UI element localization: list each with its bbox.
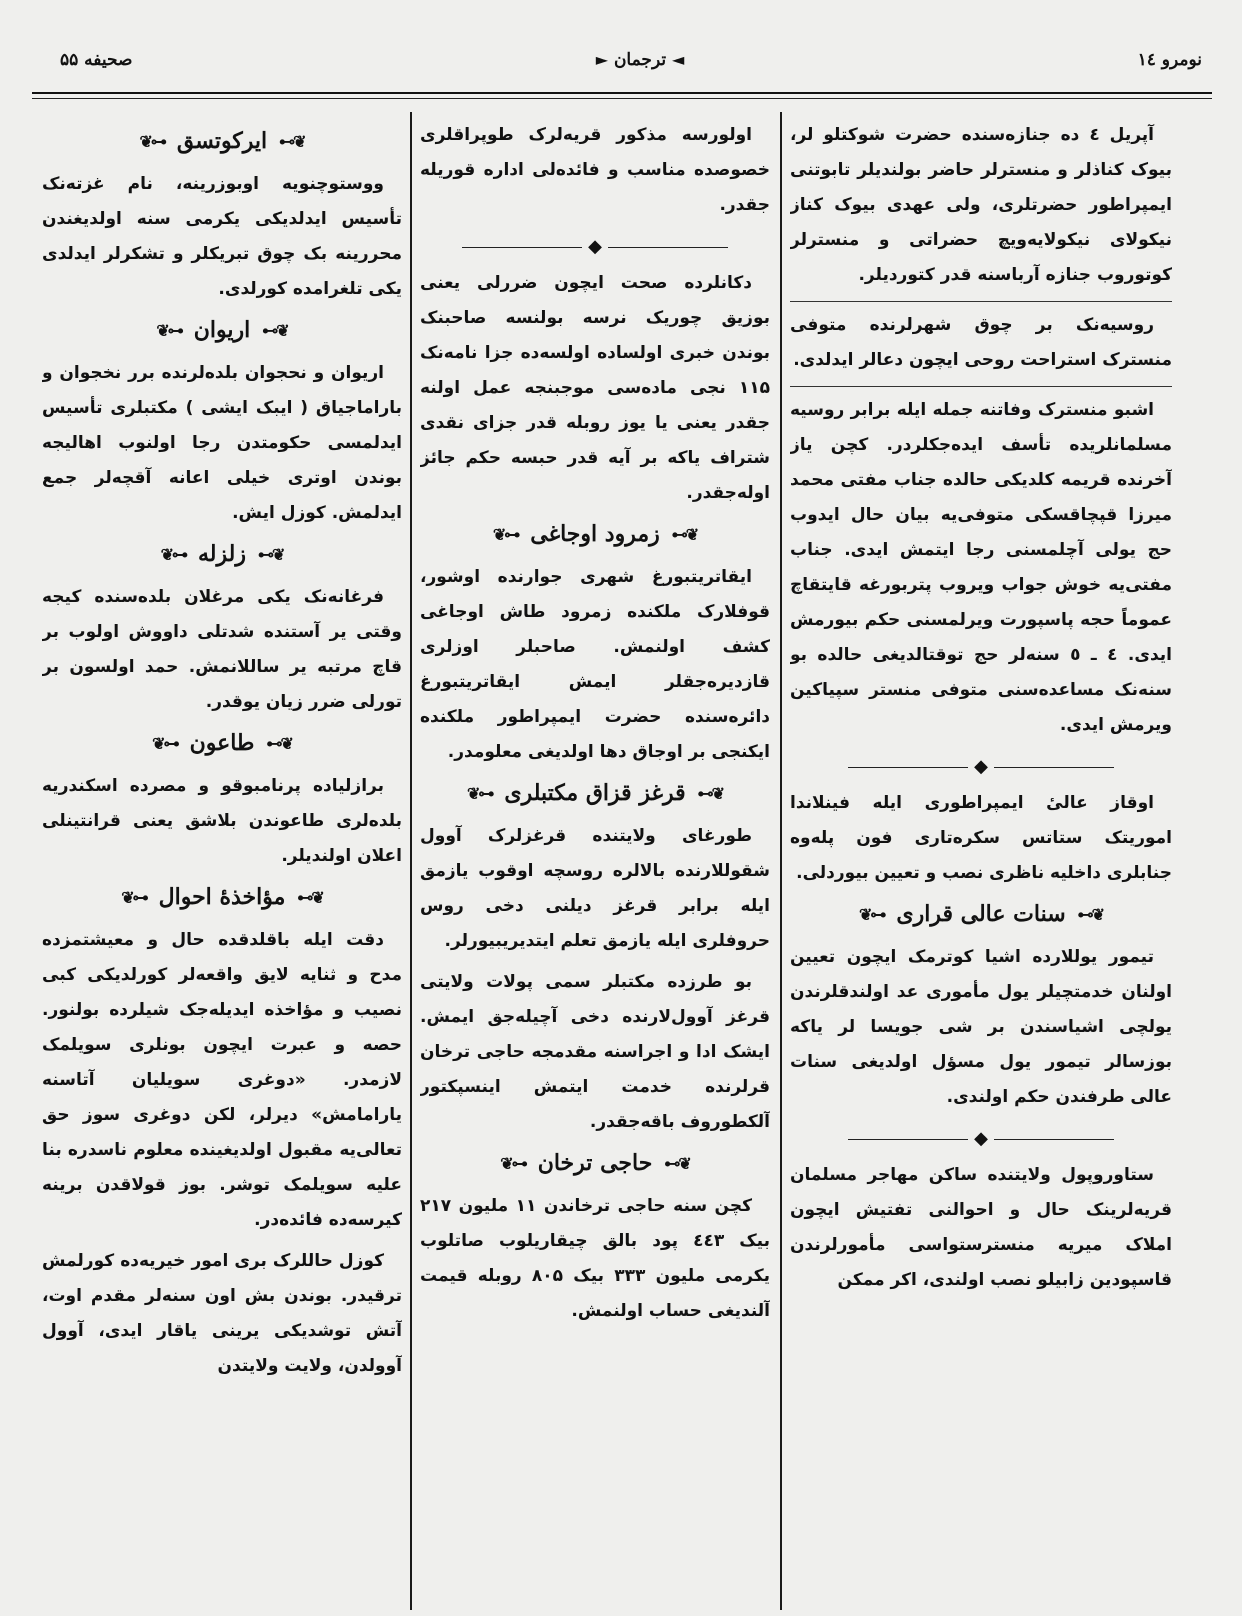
page-label: صحیفه ۵۵ [60,50,133,70]
heading-ornament-icon: ⊷❦ [492,525,519,544]
article-paragraph: بو طرزده مکتبلر سمی پولات ولایتی قرغز آوول‌لارنده دخی آچیله‌جق ایمش. ایشک ادا و اجراسنه مقدمجه حاجی ترخان قرلرنده خدمت ایتمش اینسپکتور آلکطوروف باقه‌جقدر. [420,972,770,1132]
article-paragraph: تیمور یوللارده اشیا کوترمک ایچون تعیین اولنان خدمتچیلر یول مأموری عد اولندقلرندن یولچی اشیاسندن بر شی جویسا لر یاکه بوزسالر تیمور یول مسؤل اولدیغی سنات عالی طرفندن حکم اولندی. [790,947,1172,1107]
article-paragraph: آپریل ٤ ده جنازه‌سنده حضرت شوکتلو لر، بیوک کناذلر و منسترلر حاضر بولندیلر تابوتنی ایمپراطور حضرتلری، ولی عهدی بیوک کناز نیکولای نیکولایه‌ویچ حضراتی و منسترلر کوتوروب جنازه آرباسنه قدر کتوردیلر. [790,125,1172,285]
diamond-divider: ◆ [420,229,770,264]
section-heading-text: قرغز قزاق مکتبلری [504,780,686,806]
section-heading [420,1146,770,1181]
article-paragraph: اوقاز عالیٔ ایمپراطوری ایله فینلاندا اموریتک ستاتس سکره‌تاری فون پله‌وه جنابلری داخلیه ناظری نصب و تعیین بیوردلی. [790,793,1172,883]
heading-ornament-icon: ⊷❦ [156,321,182,340]
heading-ornament-icon: ❦⊶ [664,1154,690,1173]
diamond-divider: ◆ [790,749,1172,784]
article-paragraph: دکانلرده صحت ایچون ضررلی یعنی بوزیق چوریک نرسه بولنسه صاحبنک بوندن خبری اولساده اولسه‌ده جزا نامه‌نک ۱۱۵ نجی ماده‌سی موجبنجه عمل اولنه جقدر یعنی یا یوز روبله قدر جزای نقدی شتراف یاکه بر آیه قدر حبسه حکم جائز اوله‌جقدر. [420,273,770,503]
heading-ornament-icon: ❦⊶ [697,784,724,803]
heading-ornament-icon: ❦⊶ [671,525,698,544]
heading-ornament-icon: ⊷❦ [152,734,178,753]
article-paragraph: ستاوروپول ولایتنده ساکن مهاجر مسلمان قریه‌لرینک حال و احوالنی تفتیش ایچون املاک میریه منسترستواسی مأمورلرندن قاسپودین زابیلو نصب اولندی، اکر ممکن [790,1165,1172,1290]
heading-ornament-icon: ❦⊶ [257,545,284,564]
masthead-rule [32,92,1212,94]
section-heading-text: حاجی ترخان [537,1150,653,1176]
newspaper-title [550,50,730,70]
heading-ornament-icon: ⊷❦ [500,1154,526,1173]
article-paragraph: فرغانه‌نک یکی مرغلان بلده‌سنده کیجه وقتی یر آستنده شدتلی داووش اولوب بر قاچ مرتبه یر ساللانمش. حمد اولسون بر تورلی ضرر زیان یوقدر. [42,587,402,712]
column-middle [420,118,770,1598]
heading-ornament-icon: ⊷❦ [858,905,885,924]
title-ornament-icon: ► [595,50,609,69]
heading-ornament-icon: ⊷❦ [160,545,187,564]
section-heading [420,776,770,811]
section-heading-text: اریوان [193,317,251,343]
section-heading [42,313,402,348]
section-heading [42,124,402,159]
article-paragraph: دقت ایله باقلدقده حال و معیشتمزده مدح و ثنایه لایق واقعه‌لر کورلدیکی کبی نصیب و مؤاخذه ایدیله‌جک شیلرده بولنور. حصه و عبرت ایچون بونلری سویلمک لازمدر. «دوغری سویلیان آتاسنه یارامامش» دیرلر، لکن دوغری سوز حق تعالی‌یه مقبول اولدیغینده معلوم ناسدره بنا علیه سویلمک توشر. بوز قولاقدن برینه کیرسه‌ده فائده‌در. [42,930,402,1230]
title-ornament-icon: ◄ [671,50,685,69]
heading-ornament-icon: ❦⊶ [262,321,288,340]
section-heading-text: سنات عالی قراری [896,901,1066,927]
heading-ornament-icon: ❦⊶ [1077,905,1104,924]
article-paragraph: اولورسه مذکور قریه‌لرک طوپراقلری خصوصده مناسب و فائده‌لی اداره قوریله جقدر. [420,125,770,215]
column-left [42,118,402,1598]
newspaper-title-text: ترجمان [613,50,667,70]
article-paragraph: روسیه‌نک بر چوق شهرلرنده متوفی منسترک استراحت روحی ایچون دعالر ایدلدی. [790,315,1172,370]
article-paragraph: ووستوچنویه اوبوزرینه، نام غزته‌نک تأسیس ایدلدیکی یکرمی سنه اولدیغندن محررینه بک چوق تبریکلر و تشکرلر ایدلدی یکی تلغرامده کورلدی. [42,174,402,299]
heading-ornament-icon: ⊷❦ [121,888,147,907]
article-paragraph: طورغای ولایتنده قرغزلرک آوول شقوللارنده بالالره روسچه اوقوب یازمق ایله برابر قرغز دیلنی دخی روس حروفلری ایله یازمق تعلم ایتدیریبیورلر. [420,826,770,951]
article-paragraph: ایقاتریتبورغ شهری جوارنده اوشور، قوفلارک ملکنده زمرود طاش اوجاغی کشف اولنمش. صاحبلر اوزلری قازدیره‌جقلر ایمش ایقاتریتبورغ دائره‌سنده حضرت ایمپراطور ملکنده ایکنجی بر اوجاق دها اولدیغی معلومدر. [420,567,770,762]
section-separator [790,386,1172,387]
column-right [790,118,1172,1598]
section-heading [420,517,770,552]
masthead-rule [32,98,1212,99]
heading-ornament-icon: ⊷❦ [466,784,493,803]
issue-number: نومرو ۱٤ [1137,50,1202,70]
masthead [30,38,1212,90]
article-paragraph: اشبو منسترک وفاتنه جمله ایله برابر روسیه مسلمانلریده تأسف ایده‌جکلردر. کچن یاز آخرنده قریمه کلدیکی حالده جناب مفتی محمد میرزا قپچاقسکی متوفی‌یه بیان حال ایدوب حج یولی آچلمسنی رجا ایتمش ایدی. جناب مفتی‌یه خوش جواب ویروب پتربورغه قایتقاچ عموماً حجه پاسپورت ویرلمسنی حکم بیورمش ایدی. ٤ ـ ٥ سنه‌لر حج توقتالدیغی حالده بو سنه‌نک مساعده‌سنی متوفی منستر سپیاکین ویرمش ایدی. [790,400,1172,735]
section-heading [790,897,1172,932]
section-heading [42,726,402,761]
heading-ornament-icon: ❦⊶ [297,888,323,907]
section-heading-text: ایرکوتسق [176,128,268,154]
column-divider [410,112,412,1610]
section-heading [42,880,402,915]
article-paragraph: کچن سنه حاجی ترخاندن ۱۱ ملیون ۲۱۷ بیک ٤٤۳ پود بالق چیقاریلوب صاتلوب یکرمی ملیون ۳۳۳ بیک ۸۰۵ روبله قیمت آلندیغی حساب اولنمش. [420,1196,770,1321]
heading-ornament-icon: ❦⊶ [279,132,305,151]
section-heading [42,537,402,572]
heading-ornament-icon: ❦⊶ [266,734,292,753]
section-heading-text: زلزله [198,541,246,567]
section-heading-text: زمرود اوجاغی [530,521,660,547]
article-paragraph: اریوان و نحجوان بلده‌لرنده برر نخجوان و باراماجیاق ( ایبک ایشی ) مکتبلری تأسیس ایدلمسی حکومتدن رجا اولنوب اهالیجه بوندن اوتری خیلی اعانه آقچه‌لر جمع ایدلمش. کوزل ایش. [42,363,402,523]
section-heading-text: طاعون [189,730,255,756]
column-divider [780,112,782,1610]
section-separator [790,301,1172,302]
heading-ornament-icon: ⊷❦ [139,132,165,151]
diamond-divider: ◆ [790,1121,1172,1156]
article-paragraph: برازلیاده پرنامبوقو و مصرده اسکندریه بلده‌لری طاعوندن بلاشق یعنی قرانتینلی اعلان اولندیلر. [42,776,402,866]
article-paragraph: کوزل حاللرک بری امور خیریه‌ده کورلمش ترقیدر. بوندن بش اون سنه‌لر مقدم اوت، آتش توشدیکی یرینی یاقار ایدی، آوول آوولدن، ولایت ولایتدن [42,1251,402,1376]
section-heading-text: مؤاخذهٔ احوال [158,884,286,910]
